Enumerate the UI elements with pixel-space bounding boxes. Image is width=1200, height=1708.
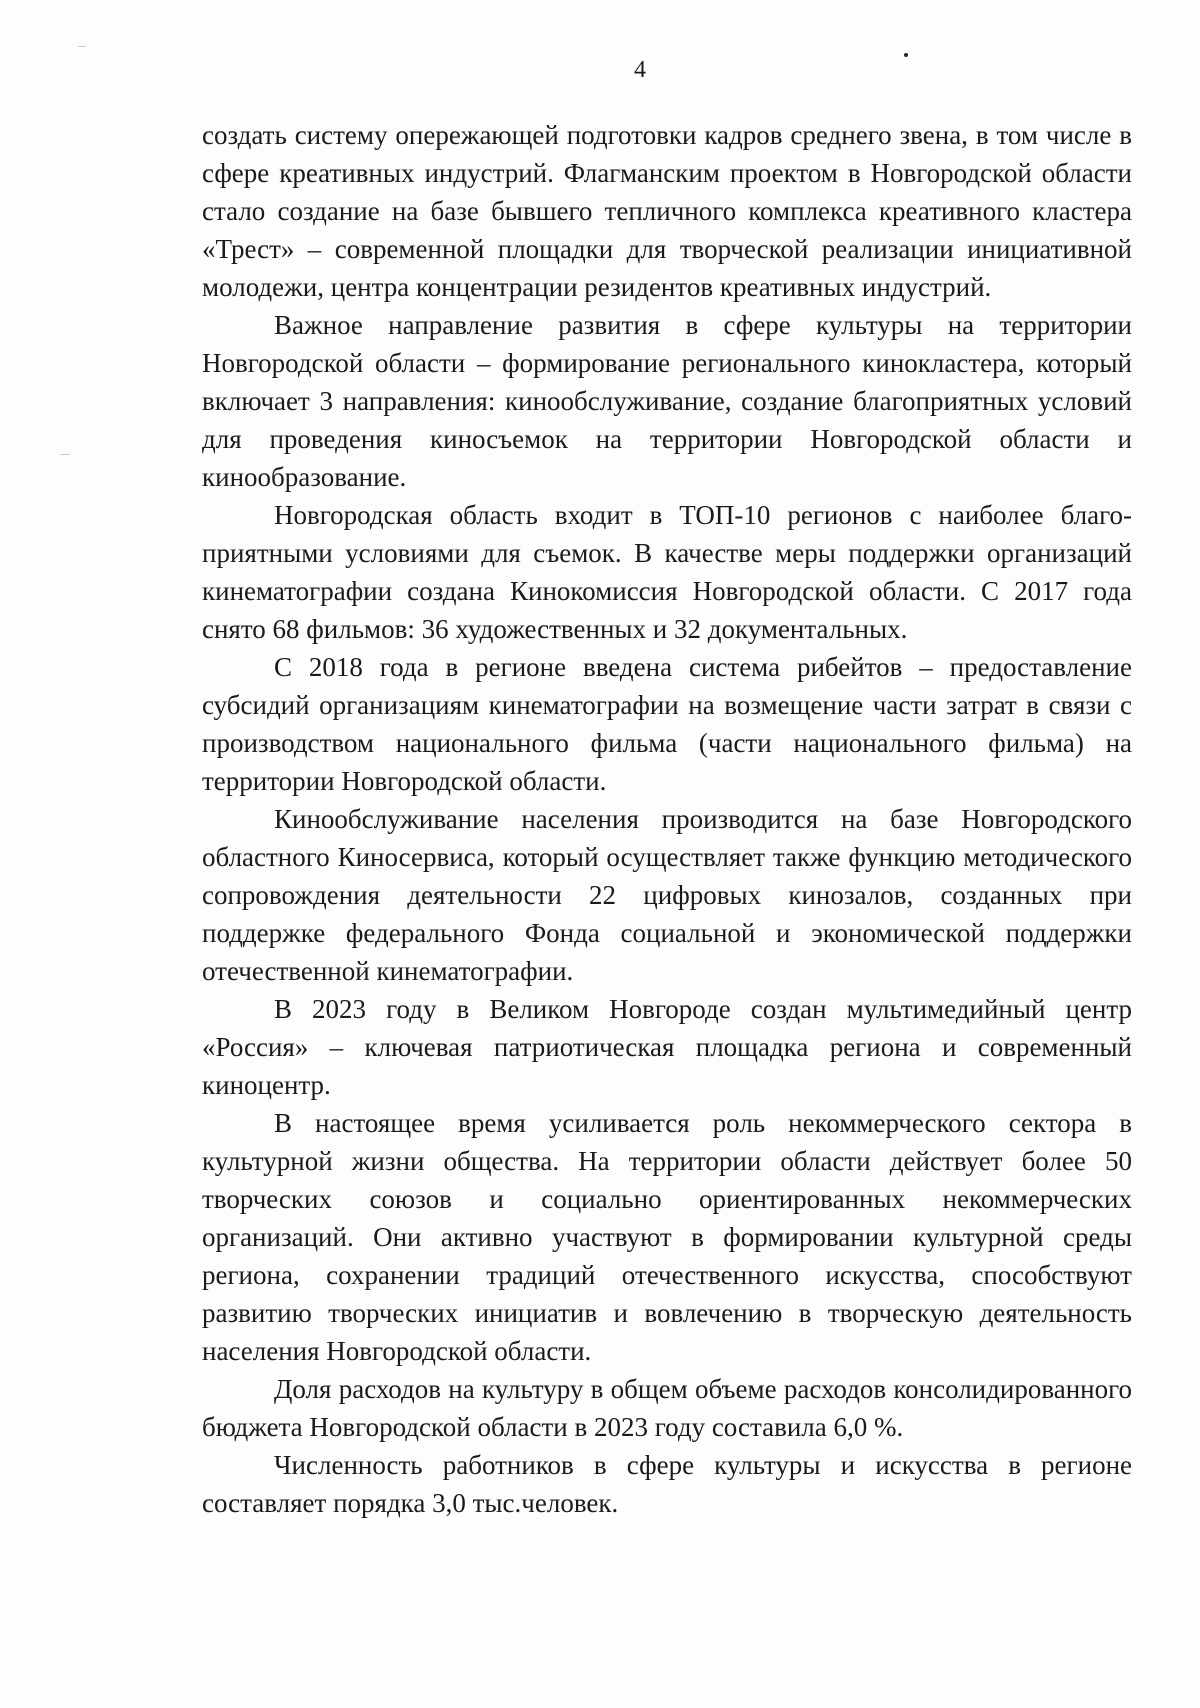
- scan-mark: [60, 454, 70, 455]
- page-number: 4: [634, 57, 646, 83]
- scan-speck: [904, 53, 908, 57]
- paragraph: создать систему опережающей подготовки кадров среднего звена, в том числе в сфере креативных индустрий. Флагманским проектом в Новгородской области стало создание на базе бывшего тепличного комплекса креативного кластера «Трест» – современной площадки для творческой реализации инициативной молодежи, центра концентрации резидентов креативных индустрий.: [202, 120, 1132, 302]
- paragraph: В 2023 году в Великом Новгороде создан мультимедийный центр «Россия» – ключевая патриотическая площадка региона и современный киноцентр.: [202, 994, 1132, 1100]
- paragraph: Кинообслуживание населения производится на базе Новгородского областного Киносервиса, который осуществляет также функцию методического сопровождения деятельности 22 цифровых кинозалов, созданных при поддержке федерального Фонда социальной и экономической поддержки отечественной кинематографии.: [202, 804, 1132, 986]
- paragraph: Новгородская область входит в ТОП-10 регионов с наиболее благоприятными условиями для съемок. В качестве меры поддержки организаций кинематографии создана Кинокомиссия Новгородской области. С 2017 года снято 68 фильмов: 36 художественных и 32 документальных.: [202, 500, 1132, 644]
- paragraph: Важное направление развития в сфере культуры на территории Новгородской области – формирование регионального кинокластера, который включает 3 направления: кинообслуживание, создание благоприятных условий для проведения киносъемок на территории Новгородской области и кинообразование.: [202, 310, 1132, 492]
- paragraph: В настоящее время усиливается роль некоммерческого сектора в культурной жизни общества. На территории области действует более 50 творческих союзов и социально ориентированных некоммерческих организаций. Они активно участвуют в формировании культурной среды региона, сохранении традиций отечественного искусства, способствуют развитию творческих инициатив и вовлечению в творческую деятельность населения Новгородской области.: [202, 1108, 1132, 1366]
- paragraph: С 2018 года в регионе введена система рибейтов – предоставление субсидий организациям кинематографии на возмещение части затрат в связи с производством национального фильма (части национального фильма) на территории Новгородской области.: [202, 652, 1132, 796]
- document-body: [202, 116, 1132, 1522]
- paragraph: Численность работников в сфере культуры и искусства в регионе составляет порядка 3,0 тыс.человек.: [202, 1450, 1132, 1518]
- scan-mark: [78, 46, 86, 47]
- paragraph: Доля расходов на культуру в общем объеме расходов консолидированного бюджета Новгородской области в 2023 году составила 6,0 %.: [202, 1374, 1132, 1442]
